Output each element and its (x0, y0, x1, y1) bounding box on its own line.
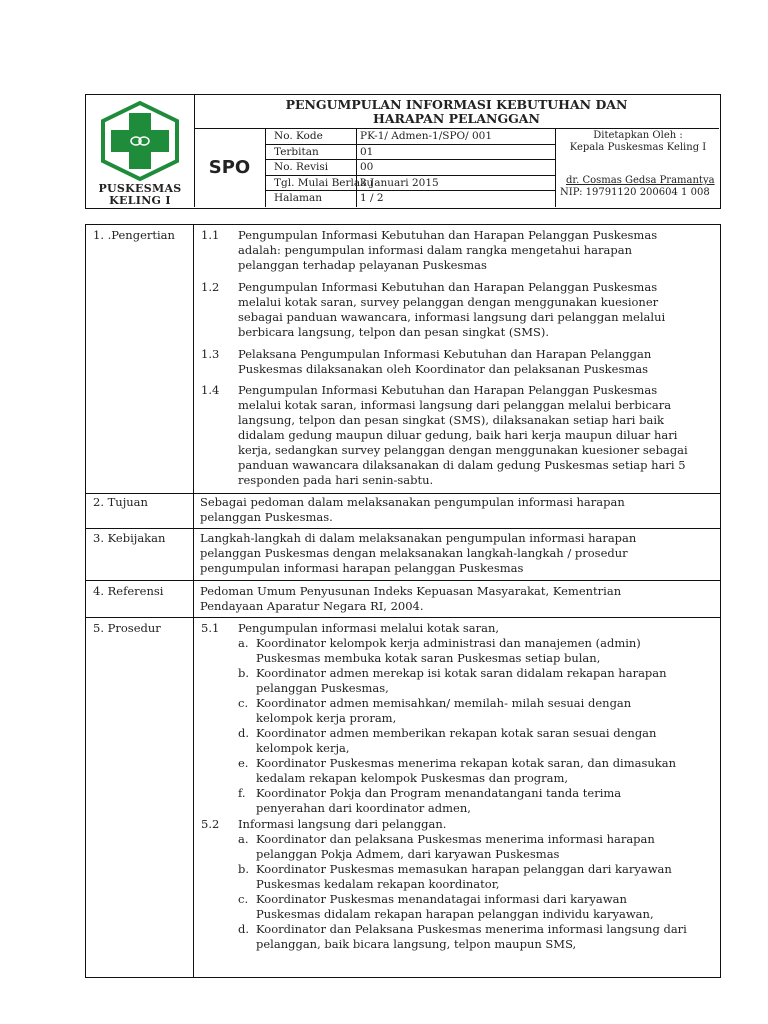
procedure-table (85, 224, 721, 978)
section-label-pengertian: 1. .Pengertian (93, 228, 175, 242)
prosedur-5-2-d: Koordinator dan Pelaksana Puskesmas menerima informasi langsung dari pelanggan, baik bicara langsung, telpon maupun SMS, (256, 922, 687, 951)
spo-label: SPO (194, 129, 266, 207)
sub-letter: a. (238, 636, 249, 650)
row-divider (86, 493, 720, 494)
item-number: 1.4 (201, 383, 220, 397)
paragraph-1-4: Pengumpulan Informasi Kebutuhan dan Harapan Pelanggan Puskesmas melalui kotak saran, informasi langsung dari pelanggan melalui berbicara langsung, telpon dan pesan singkat (SMS), dilaksanakan setiap hari baik didalam gedung maupun diluar gedung, baik hari kerja maupun diluar hari kerja, sedangkan survey pelanggan dengan menggunakan kuesioner sebagai panduan wawancara dilaksanakan di dalam gedung Puskesmas setiap hari 5 responden pada hari senin-sabtu. (238, 383, 688, 487)
sub-letter: f. (238, 786, 246, 800)
meta-key: Halaman (265, 191, 357, 207)
sub-letter: d. (238, 726, 250, 740)
sub-letter: b. (238, 666, 250, 680)
column-divider (193, 225, 194, 977)
sub-letter: c. (238, 892, 249, 906)
item-number: 1.1 (201, 228, 220, 242)
paragraph-1-3: Pelaksana Pengumpulan Informasi Kebutuhan dan Harapan Pelanggan Puskesmas dilaksanakan oleh Koordinator dan pelaksanan Puskesmas (238, 347, 652, 376)
meta-key: Terbitan (265, 145, 357, 160)
tujuan-text: Sebagai pedoman dalam melaksanakan pengumpulan informasi harapan pelanggan Puskesmas. (200, 495, 625, 524)
prosedur-5-1-heading: Pengumpulan informasi melalui kotak saran, (238, 621, 500, 635)
meta-row-tgl (265, 176, 555, 192)
logo-name-line2: KELING I (109, 194, 171, 207)
paragraph-1-2: Pengumpulan Informasi Kebutuhan dan Harapan Pelanggan Puskesmas melalui kotak saran, survey pelanggan dengan menggunakan kuesioner sebagai panduan wawancara, informasi langsung dari pelanggan melalui berbicara langsung, telpon dan pesan singkat (SMS). (238, 280, 666, 339)
row-divider (86, 528, 720, 529)
sub-letter: b. (238, 862, 250, 876)
meta-row-halaman (265, 191, 555, 207)
prosedur-5-1-d: Koordinator admen memberikan rekapan kotak saran sesuai dengan kelompok kerja, (256, 726, 657, 755)
referensi-text: Pedoman Umum Penyusunan Indeks Kepuasan Masyarakat, Kementrian Pendayaan Aparatur Negara RI, 2004. (200, 584, 622, 613)
prosedur-5-2-b: Koordinator Puskesmas memasukan harapan pelanggan dari karyawan Puskesmas kedalam rekapan koordinator, (256, 862, 672, 891)
sub-letter: e. (238, 756, 249, 770)
section-label-tujuan: 2. Tujuan (93, 495, 148, 509)
approver-name: dr. Cosmas Gedsa Pramantya (566, 175, 715, 186)
sub-letter: d. (238, 922, 250, 936)
item-number: 5.2 (201, 817, 220, 831)
section-label-referensi: 4. Referensi (93, 584, 164, 598)
meta-value: 1 / 2 (360, 192, 384, 205)
meta-key: No. Revisi (265, 160, 357, 175)
logo-name-line1: PUSKESMAS (98, 182, 182, 195)
prosedur-5-1-a: Koordinator kelompok kerja administrasi dan manajemen (admin) Puskesmas membuka kotak saran Puskesmas setiap bulan, (256, 636, 641, 665)
meta-value: PK-1/ Admen-1/SPO/ 001 (360, 130, 493, 142)
row-divider (86, 580, 720, 581)
puskesmas-logo-icon (97, 101, 183, 181)
meta-row-kode (265, 129, 555, 145)
meta-key: No. Kode (265, 129, 357, 144)
item-number: 1.2 (201, 280, 220, 294)
kebijakan-text: Langkah-langkah di dalam melaksanakan pengumpulan informasi harapan pelanggan Puskesmas dengan melaksanakan langkah-langkah / prosedur pengumpulan informasi harapan pelanggan Puskesmas (200, 531, 637, 575)
prosedur-5-2-c: Koordinator Puskesmas menandatagai informasi dari karyawan Puskesmas didalam rekapan harapan pelanggan individu karyawan, (256, 892, 654, 921)
row-divider (86, 617, 720, 618)
sub-letter: a. (238, 832, 249, 846)
section-label-kebijakan: 3. Kebijakan (93, 531, 166, 545)
meta-value: 01 (360, 145, 374, 158)
document-title (194, 95, 719, 129)
paragraph-1-1: Pengumpulan Informasi Kebutuhan dan Harapan Pelanggan Puskesmas adalah: pengumpulan informasi dalam rangka mengetahui harapan pelanggan terhadap pelayanan Puskesmas (238, 228, 658, 272)
meta-row-terbitan (265, 145, 555, 161)
meta-value: 00 (360, 161, 374, 174)
item-number: 1.3 (201, 347, 220, 361)
approval-label: Ditetapkan Oleh : (593, 130, 683, 141)
approval-position: Kepala Puskesmas Keling I (569, 142, 707, 153)
prosedur-5-1-f: Koordinator Pokja dan Program menandatangani tanda terima penyerahan dari koordinator admen, (256, 786, 622, 815)
document-header (85, 94, 721, 209)
title-line2: HARAPAN PELANGGAN (373, 111, 540, 126)
title-line1: PENGUMPULAN INFORMASI KEBUTUHAN DAN (285, 97, 628, 112)
meta-key: Tgl. Mulai Berlaku (265, 176, 357, 191)
logo-cell (86, 95, 195, 207)
sub-letter: c. (238, 696, 249, 710)
item-number: 5.1 (201, 621, 220, 635)
prosedur-5-1-b: Koordinator admen merekap isi kotak saran didalam rekapan harapan pelanggan Puskesmas, (256, 666, 667, 695)
approver-nip: NIP: 19791120 200604 1 008 (560, 187, 710, 198)
prosedur-5-1-e: Koordinator Puskesmas menerima rekapan kotak saran, dan dimasukan kedalam rekapan kelompok Puskesmas dan program, (256, 756, 677, 785)
meta-row-revisi (265, 160, 555, 176)
section-label-prosedur: 5. Prosedur (93, 621, 161, 635)
approval-cell (555, 129, 720, 207)
prosedur-5-2-a: Koordinator dan pelaksana Puskesmas menerima informasi harapan pelanggan Pokja Admem, dari karyawan Puskesmas (256, 832, 655, 861)
meta-value: 3 Januari 2015 (360, 176, 439, 189)
prosedur-5-1-c: Koordinator admen memisahkan/ memilah- milah sesuai dengan kelompok kerja proram, (256, 696, 632, 725)
prosedur-5-2-heading: Informasi langsung dari pelanggan. (238, 817, 447, 831)
